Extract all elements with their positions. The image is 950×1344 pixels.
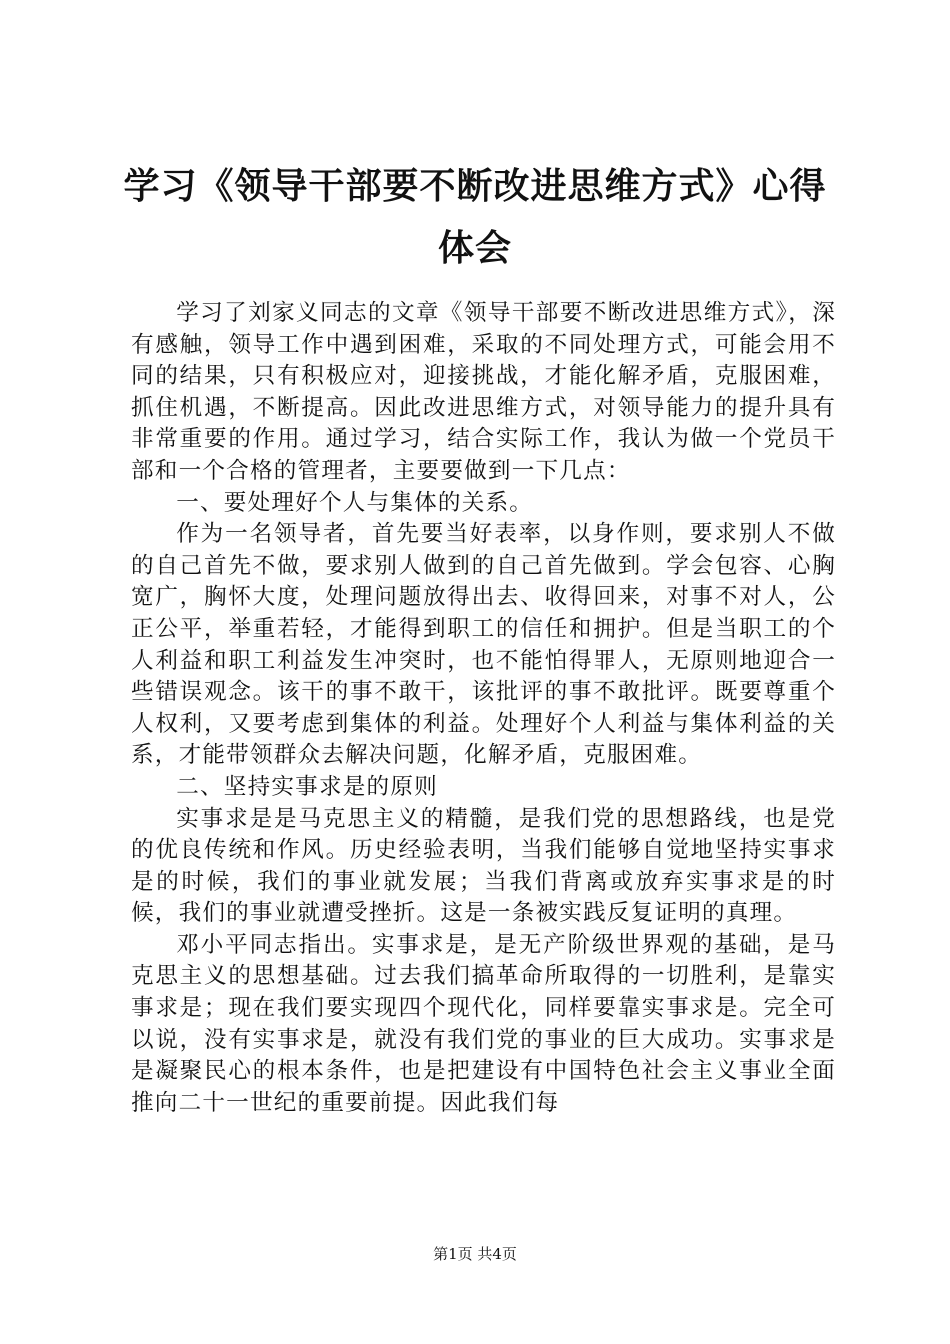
paragraph-section-2b: 邓小平同志指出。实事求是，是无产阶级世界观的基础，是马克思主义的思想基础。过去我们搞革命所取得的一切胜利，是靠实事求是；现在我们要实现四个现代化，同样要靠实事求是。完全可以说，没有实事求是，就没有我们党的事业的巨大成功。实事求是是凝聚民心的根本条件，也是把建设有中国特色社会主义事业全面推向二十一世纪的重要前提。因此我们每 [131,931,836,1116]
paragraph-intro: 学习了刘家义同志的文章《领导干部要不断改进思维方式》，深有感触，领导工作中遇到困难，采取的不同处理方式，可能会用不同的结果，只有积极应对，迎接挑战，才能化解矛盾，克服困难，抓住机遇，不断提高。因此改进思维方式，对领导能力的提升具有非常重要的作用。通过学习，结合实际工作，我认为做一个党员干部和一个合格的管理者，主要要做到一下几点： [131,300,836,484]
paragraph-section-2a: 实事求是是马克思主义的精髓，是我们党的思想路线，也是党的优良传统和作风。历史经验表明，当我们能够自觉地坚持实事求是的时候，我们的事业就发展；当我们背离或放弃实事求是的时候，我们的事业就遭受挫折。这是一条被实践反复证明的真理。 [131,805,836,927]
section-heading-1: 一、要处理好个人与集体的关系。 [176,489,534,516]
page-footer: 第1页 共4页 [433,1245,517,1263]
document-body [131,298,836,1119]
paragraph-section-1: 作为一名领导者，首先要当好表率，以身作则，要求别人不做的自己首先不做，要求别人做到的自己首先做到。学会包容、心胸宽广，胸怀大度，处理问题放得出去、收得回来，对事不对人，公正公平，举重若轻，才能得到职工的信任和拥护。但是当职工的个人利益和职工利益发生冲突时，也不能怕得罪人，无原则地迎合一些错误观念。该干的事不敢干，该批评的事不敢批评。既要尊重个人权利，又要考虑到集体的利益。处理好个人利益与集体利益的关系，才能带领群众去解决问题，化解矛盾，克服困难。 [131,521,836,769]
document-title: 学习《领导干部要不断改进思维方式》心得体会 [123,166,827,269]
section-heading-2: 二、坚持实事求是的原则 [176,773,438,800]
